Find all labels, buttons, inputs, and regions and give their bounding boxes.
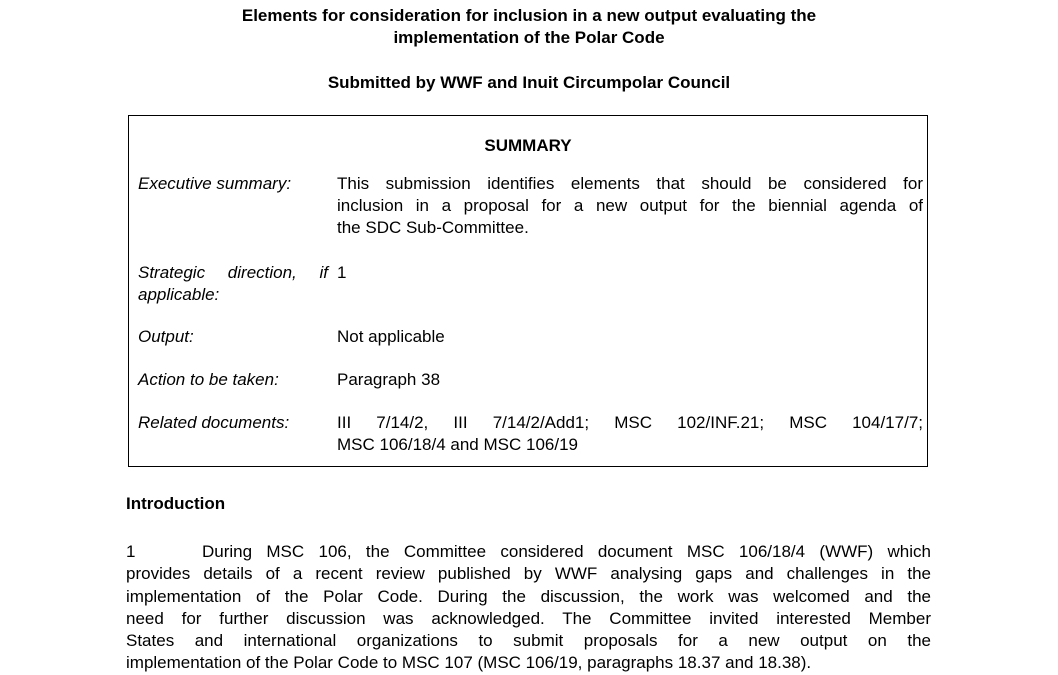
related-documents-line-2: MSC 106/18/4 and MSC 106/19 [337,435,578,454]
introduction-paragraph-1 [126,541,931,675]
strategic-direction-label-line-2: applicable: [138,285,220,304]
related-documents-value [337,412,923,456]
executive-summary-label: Executive summary: [138,174,292,193]
strategic-direction-value: 1 [337,263,347,282]
strategic-direction-label-line-1: Strategic direction, if [138,263,328,282]
paragraph-line-5: States and international organizations to submit proposals for a new output on the [126,631,931,651]
related-documents-line-1: III 7/14/2, III 7/14/2/Add1; MSC 102/INF.21; MSC 104/17/7; [337,413,923,432]
paragraph-line-3: implementation of the Polar Code. During the discussion, the work was welcomed and the [126,586,931,606]
document-title-line-1: Elements for consideration for inclusion in a new output evaluating the [241,6,817,25]
paragraph-line-6: implementation of the Polar Code to MSC 107 (MSC 106/19, paragraphs 18.37 and 18.38). [126,653,812,673]
introduction-heading: Introduction [126,494,226,513]
paragraph-number: 1 [126,542,136,561]
output-label: Output: [138,327,194,346]
executive-summary-line-3: the SDC Sub-Committee. [337,218,529,237]
executive-summary-line-1: This submission identifies elements that should be considered for [337,174,923,193]
action-label: Action to be taken: [138,370,279,389]
action-value: Paragraph 38 [337,370,441,389]
submitted-by: Submitted by WWF and Inuit Circumpolar Council [327,73,731,92]
summary-box [128,115,928,467]
paragraph-line-1 [126,541,931,563]
output-value: Not applicable [337,327,445,346]
strategic-direction-label [138,262,328,306]
summary-heading: SUMMARY [484,136,572,155]
document-title-line-2: implementation of the Polar Code [393,28,665,47]
executive-summary-line-2: inclusion in a proposal for a new output for the biennial agenda of [337,196,923,215]
paragraph-line-4: need for further discussion was acknowledged. The Committee invited interested Member [126,608,931,628]
paragraph-line-1-text: During MSC 106, the Committee considered document MSC 106/18/4 (WWF) which [202,542,931,561]
executive-summary-value [337,173,923,239]
paragraph-line-2: provides details of a recent review published by WWF analysing gaps and challenges in the [126,564,931,584]
related-documents-label: Related documents: [138,413,290,432]
